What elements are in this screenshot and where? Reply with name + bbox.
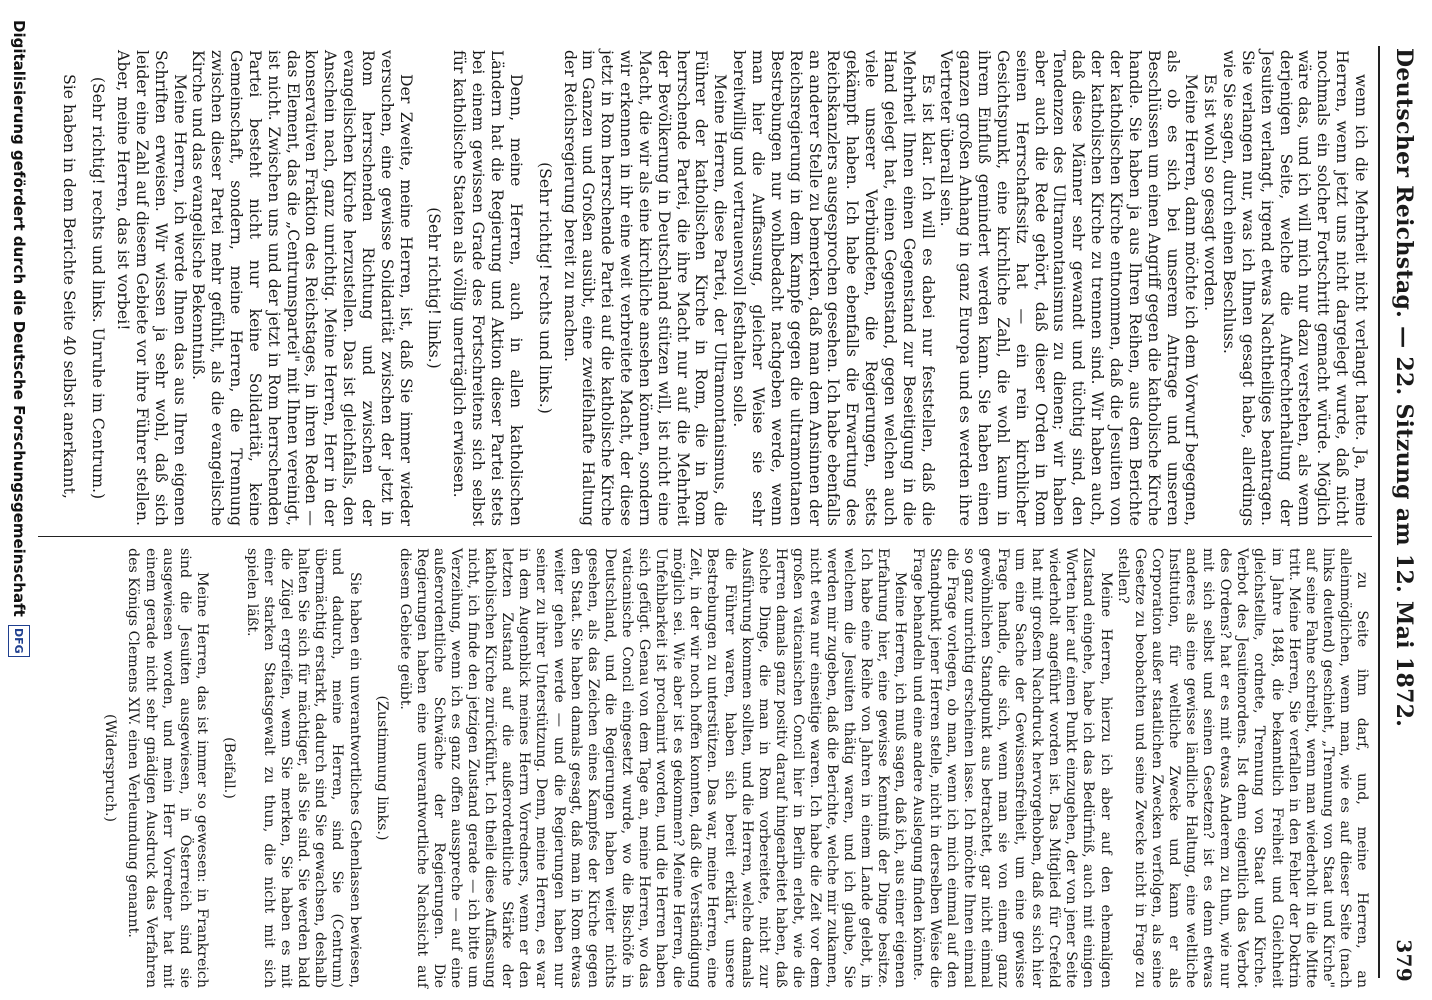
left-column-paragraph: Der Zweite, meine Herren, ist, daß Sie immer wieder versuchen, eine gewisse Solidarität zwischen der jetzt in Rom herrschenden Richtung und zwischen der evangelischen Kirche herzustellen. Das ist gleichfalls, den Anschein nach, ganz unrichtig. Meine Herren, Herr in der konservativen Fraktion des Reichstages, in ihren Reden — das Element, das die „Centrumspartei" mit Ihnen vereinigt, ist nicht. Zwischen uns und der jetzt in Rom herrschenden Partei besteht nicht nur keine Solidarität, keine Gemeinschaft, sondern, meine Herren, die Trennung zwischen dieser Partei mehr gefühlt, als die evangelische Kirche und das evangelische Bekenntniß. — [189, 50, 416, 526]
left-column-paragraph: Meine Herren, ich werde Ihnen das aus Ihren eigenen Schriften erweisen. Wir wissen ja sehr wohl, daß sich leider eine Zahl auf diesem Gebiete vor ihre Führer stellen. Aber, meine Herren, das ist vorbei! — [114, 50, 190, 526]
left-column-paragraph: Meine Herren, dann möchte ich dem Vorwurf begegnen, als ob es sich bei unserem Antrage und unseren Beschlüssen um einen Angriff gegen die katholische Kirche handle. Sie haben ja aus Ihren Reihen, aus dem Berichte der katholischen Kirche entnommen, daß die Jesuiten von der katholischen Kirche zu trennen sind. Wir haben auch, daß diese Männer sehr gewandt und tüchtig sind, den Tendenzen des Ultramontanismus zu dienen; wir haben aber auch die Rede gehört, daß dieser Orden in Rom seinen Herrschaftssitz hat — ein rein kirchlicher Gesichtspunkt, eine kirchliche Zahl, die wohl kaum in ihrem Einfluß gemindert werden kann. Sie haben einen ganzen großen Anhang in ganz Europa und es werden ihre Vertreter überall sein. — [937, 50, 1202, 526]
left-column-paragraph: Es ist klar. Ich will es dabei nur feststellen, daß die Mehrheit Ihnen einen Gegenstand zur Beseitigung in die Hand gelegt hat, einen Gegenstand, gegen welchen auch viele unserer Verbündeten, die Regierungen, stets gekämpft haben. Ich habe ebenfalls die Erwartung des Reichskanzlers ausgesprochen gesehen. Ich habe ebenfalls an anderer Stelle zu bemerken, daß man dem Ansinnen der Reichsregierung in dem Kampfe gegen die ultramontanen Bestrebungen nur wohlbedacht nachgeben werde, wenn man hier die Auffassung, gleicher Weise sie sehr bereitwillig und vertrauensvoll festhalten solle. — [730, 50, 938, 526]
right-column-paragraph: Sie haben ein unverantwortliches Gehenlassen bewiesen, und dadurch, meine Herren, sind Sie (Centrum) übermächtig erstarkt, dadurch sind Sie gewachsen, deshalb halten Sie sich für mächtiger, als Sie sind. Sie werden bald die Zügel ergreifen, wenn Sie merken, Sie haben es mit einer starken Staatsgewalt zu thun, die nicht mit sich spielen läßt. — [244, 548, 363, 988]
left-column-paragraph: (Sehr richtig! rechts und links.) — [535, 162, 555, 414]
left-column-paragraph: Es ist wohl so gesagt worden. — [1201, 74, 1221, 312]
dfg-logo: DFG — [8, 625, 30, 657]
right-column — [91, 548, 1370, 988]
right-column-paragraph: Meine Herren, ich muß sagen, daß ich, aus einer eigenen Erfahrung hier, eine gewisse Kenntniß der Dinge besitze. Ich habe eine Reihe von Jahren in einem Lande gelebt, in welchem die Jesuiten thätig waren, und ich glaube, Sie werden mir zugeben, daß die Berichte, welche mir zukamen, nicht etwa nur einseitige waren. Ich habe die Zeit vor dem großen vaticanischen Concil hier in Berlin erlebt, wie die Herren damals ganz positiv darauf hingearbeitet haben, daß solche Dinge, die man in Rom vorbereitete, nicht zur Ausführung kommen sollten, und die Herren, welche damals die Führer waren, haben sich bereit erklärt, unsere Bestrebungen zu unterstützen. Das war, meine Herren, eine Zeit, in der wir noch hoffen konnten, daß die Verständigung möglich sei. Wie aber ist es gekommen? Meine Herren, die Unfehlbarkeit ist proclamirt worden, und die Herren haben sich gefügt. Genau von dem Tage an, meine Herren, wo das vaticanische Concil eingesetzt wurde, wo die Bischöfe in Deutschland, und die Regierungen haben weiter nichts gesehen, als das Zeichen eines Kampfes der Kirche gegen den Staat. Sie haben damals gesagt, daß man in Rom etwas weiter gehen werde — und die Regierungen haben nur seiner zu ihrer Unterstützung. Denn, meine Herren, es war in dem Augenblick meines Herrn Vorredners, wenn er den letzten Zustand auf die außerordentliche Stärke der katholischen Kirche zurückführt. Ich theile diese Auffassung nicht, ich finde den jetzigen Zustand gerade — ich bitte um Verzeihung, wenn ich es ganz offen ausspreche — auf eine außerordentliche Schwäche der Regierungen. Die Regierungen haben eine unverantwortliche Nachsicht auf diesem Gebiete geübt. — [396, 548, 909, 988]
header-rule — [1378, 46, 1380, 978]
right-column-paragraph: (Zustimmung links.) — [373, 695, 390, 841]
left-column-paragraph: Meine Herren, diese Partei, der Ultramontanismus, die Führer der katholischen Kirche in Rom, die in Rom herrschende Partei, die ihre Macht nur auf die Mehrheit der Bevölkerung in Deutschland stützen will, ist nicht eine Macht, die wir als eine kirchliche ansehen können, sondern wir erkennen in ihr eine weit verbreitete Macht, der diese jetzt in Rom herrschende Partei auf die katholische Kirche im Ganzen und Großen ausübt, eine zweifelhafte Haltung der Reichsregierung bereit zu machen. — [560, 50, 731, 526]
left-column-paragraph: Denn, meine Herren, auch in allen katholischen Ländern hat die Regierung und Aktion dieser Partei stets bei einem gewissen Grade des Fortschreitens sich selbst für katholische Staaten als völlig unerträglich erwiesen. — [450, 50, 526, 526]
right-column-paragraph: zu Seite ihm darf, und, meine Herren, an alleinmöglichen, wenn man, wie es auf dieser Seite (nach links deutend) geschieht, „Trennung von Staat und Kirche" auf seine Fahne schreibt, wenn man wiederholt in die Mitte tritt. Meine Herren, Sie verfallen in den Fehler der Doktrin im Jahre 1848, die bekanntlich Freiheit und Gleichheit gleichstellte, ordnete, Trennung von Staat und Kirche. Verbot des Jesuitenordens. Ist denn eigentlich das Verbot des Ordens? hat er es mit etwas Anderem zu thun, wie nur mit sich selbst und seinen Gesetzen? ist es denn etwas anderes als eine gewisse ländliche Haltung, eine weltliche Institution, für weltliche Zwecke und kann er als Corporation außer staatlichen Zwecken verfolgen, als seine Gesetze zu beobachten und seine Zwecke nicht in Frage zu stellen? — [1114, 548, 1370, 988]
footer — [8, 20, 30, 657]
page-number: 379 — [1392, 939, 1416, 982]
left-column-paragraph: wenn ich die Mehrheit nicht verlangt hatte. Ja, meine Herren, wenn jetzt uns nicht dargelegt wurde, daß nicht nochmals ein solcher Fortschritt gemacht würde. Möglich wäre das, und ich will mich nur dazu verstehen, als wenn derjenigen Seite, welche die Aufrechterhaltung der Jesuiten verlangt, irgend etwas Nachtheiliges beantragen. Sie verlangen nur, was ich Ihnen gesagt habe, allerdings wie Sie sagen, durch einen Beschluss. — [1220, 50, 1371, 526]
right-column-paragraph: Meine Herren, das ist immer so gewesen: in Frankreich sind die Jesuiten ausgewiesen, in Österreich sind sie ausgewiesen worden, und mein Herr Vorredner hat mit einem gerade nicht sehr gnädigen Ausdruck das Verfahren des Königs Clemens XIV. einen Verleumdung genannt. — [125, 548, 210, 988]
left-column-paragraph: Sie haben in dem Berichte Seite 40 selbst anerkannt, — [60, 74, 80, 499]
left-column-paragraph: (Sehr richtig! links.) — [425, 207, 445, 369]
digitization-note: Digitalisierung gefördert durch die Deutsche Forschungsgemeinschaft — [10, 20, 28, 617]
footer-strip — [0, 0, 38, 1000]
right-column-paragraph: (Widerspruch.) — [102, 713, 119, 823]
left-column — [59, 50, 1370, 526]
column-divider — [10, 536, 1372, 537]
right-column-paragraph: Meine Herren, hierzu ich aber auf den ehemaligen Zustand eingehe, habe ich das Bedürfniß, auch mit einigen Worten hier auf einen Punkt einzugehen, der von jener Seite wiederholt angeführt worden ist. Das Mitglied für Crefeld hat mit großem Nachdruck hervorgehoben, daß es sich hier um eine Sache der Gewissensfreiheit, um eine gewisse Frage handle, die sich, wenn man sie von einem ganz gewöhnlichen Standpunkt aus betrachtet, gar nicht einmal so ganz unrichtig erscheinen lasse. Ich möchte Ihnen einmal die Frage vorlegen, ob man, wenn ich mich einmal auf den Standpunkt jener Herren stelle, nicht in derselben Weise die Frage behandeln und eine andere Auslegung finden könnte. — [909, 548, 1114, 988]
right-column-paragraph: (Beifall.) — [220, 737, 237, 799]
running-header — [1384, 48, 1424, 982]
left-column-paragraph: (Sehr richtig! rechts und links. Unruhe im Centrum.) — [89, 76, 109, 500]
running-title: Deutscher Reichstag. — 22. Sitzung am 12. Mai 1872. — [1391, 48, 1417, 728]
